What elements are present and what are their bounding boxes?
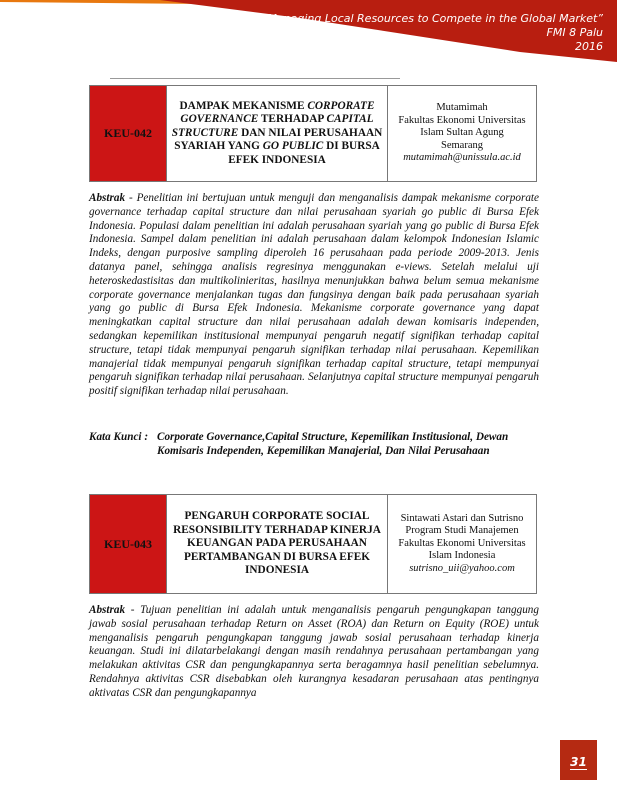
author-affiliation: Fakultas Ekonomi Universitas bbox=[398, 537, 526, 549]
paper-authors bbox=[388, 86, 537, 182]
conference-name: FMI 8 Palu bbox=[546, 26, 603, 39]
author-email: mutamimah@unissula.ac.id bbox=[403, 152, 521, 164]
author-email: sutrisno_uii@yahoo.com bbox=[409, 562, 515, 574]
divider-line bbox=[110, 78, 400, 79]
conference-theme: “Managing Local Resources to Compete in the Global Market” bbox=[261, 12, 603, 25]
paper-authors bbox=[388, 495, 537, 594]
header-text bbox=[262, 12, 603, 54]
paper-abstract bbox=[89, 604, 539, 701]
conference-year: 2016 bbox=[575, 40, 603, 53]
keywords-text: Corporate Governance,Capital Structure, Kepemilikan Institusional, Dewan Komisaris Independen, Kepemilikan Manajerial, Dan Nilai Perusahaan bbox=[157, 431, 509, 457]
abstract-label: Abstrak bbox=[89, 604, 126, 616]
page-number: 31 bbox=[560, 740, 597, 780]
author-affiliation: Semarang bbox=[441, 139, 483, 151]
paper-code: KEU-043 bbox=[90, 495, 167, 594]
author-name: Sintawati Astari dan Sutrisno bbox=[400, 512, 524, 524]
paper-info-table bbox=[89, 85, 537, 182]
paper-title: PENGARUH CORPORATE SOCIAL RESONSIBILITY TERHADAP KINERJA KEUANGAN PADA PERUSAHAAN PERTAMBANGAN DI BURSA EFEK INDONESIA bbox=[167, 495, 388, 594]
abstract-label: Abstrak bbox=[89, 192, 126, 204]
abstract-text: - Penelitian ini bertujuan untuk menguji dan menganalisis dampak mekanisme corporate governance terhadap capital structure dan nilai perusahaan syariah go public di Bursa Efek Indonesia. Populasi dalam penelitian ini adalah perusahaan syariah yang go public di Bursa Efek Indonesia. Sampel dalam penelitian ini adalah perusahaan dalam kelompok Indonesian Islamic Indeks, dengan purposive sampling diperoleh 16 perusahaan pada periode 2009-2013. Jenis datanya panel, sehingga analisis regresinya menggunakan e-views. Setelah melalui uji heteroskedastisitas dan multikolinieritas, hasilnya menunjukkan bahwa belum semua mekanisme corporate governance menjalankan tugas dan fungsinya dengan baik pada perusahaan syariah yang go public di Bursa Efek Indonesia. Mekanisme corporate governance yang dapat meningkatkan capital structure dan nilai perusahaan adalah dewan komisaris independen, sedangkan kepemilikan institusional mempunyai pengaruh negatif signifikan terhadap capital structure, tetapi tidak mempunyai pengaruh signifikan terhadap nilai perusahaan. Kepemilikan manajerial tidak mempunyai pengaruh signifikan terhadap capital structure, tetapi mempunyai pengaruh signifikan terhadap nilai perusahaan. Selanjutnya capital structure mempunyai pengaruh positif signifikan terhadap nilai perusahaan. bbox=[89, 192, 539, 398]
paper-abstract bbox=[89, 192, 539, 399]
paper-info-table bbox=[89, 494, 537, 594]
abstract-text: - Tujuan penelitian ini adalah untuk menganalisis pengaruh pengungkapan tanggung jawab sosial perusahaan terhadap Return on Asset (ROA) dan Return on Equity (ROE) untuk menganalisis pengaruh pengungkapan tanggung jawab sosial perusahaan terhadap kinerja keuangan. Studi ini dilatarbelakangi dengan masih rendahnya perusahaan pertambangan yang melakukan aktivitas CSR dan pengungkapannya serta beragamnya hasil penelitian sebelumnya. Rendahnya aktivitas CSR disebabkan oleh kurangnya kesadaran perusahaan atas pentingnya aktivatas CSR dan pengungkapannya bbox=[89, 604, 539, 699]
author-affiliation: Islam Sultan Agung bbox=[420, 127, 504, 139]
keywords-label: Kata Kunci : bbox=[89, 431, 149, 443]
author-affiliation: Fakultas Ekonomi Universitas bbox=[398, 114, 526, 126]
author-affiliation: Islam Indonesia bbox=[428, 550, 496, 562]
author-name: Mutamimah bbox=[436, 102, 488, 114]
paper-code: KEU-042 bbox=[90, 86, 167, 182]
paper-title: DAMPAK MEKANISME CORPORATE GOVERNANCE TERHADAP CAPITAL STRUCTURE DAN NILAI PERUSAHAAN SYARIAH YANG GO PUBLIC DI BURSA EFEK INDONESIA bbox=[167, 86, 388, 182]
header-banner bbox=[0, 0, 617, 62]
author-affiliation: Program Studi Manajemen bbox=[405, 525, 519, 537]
